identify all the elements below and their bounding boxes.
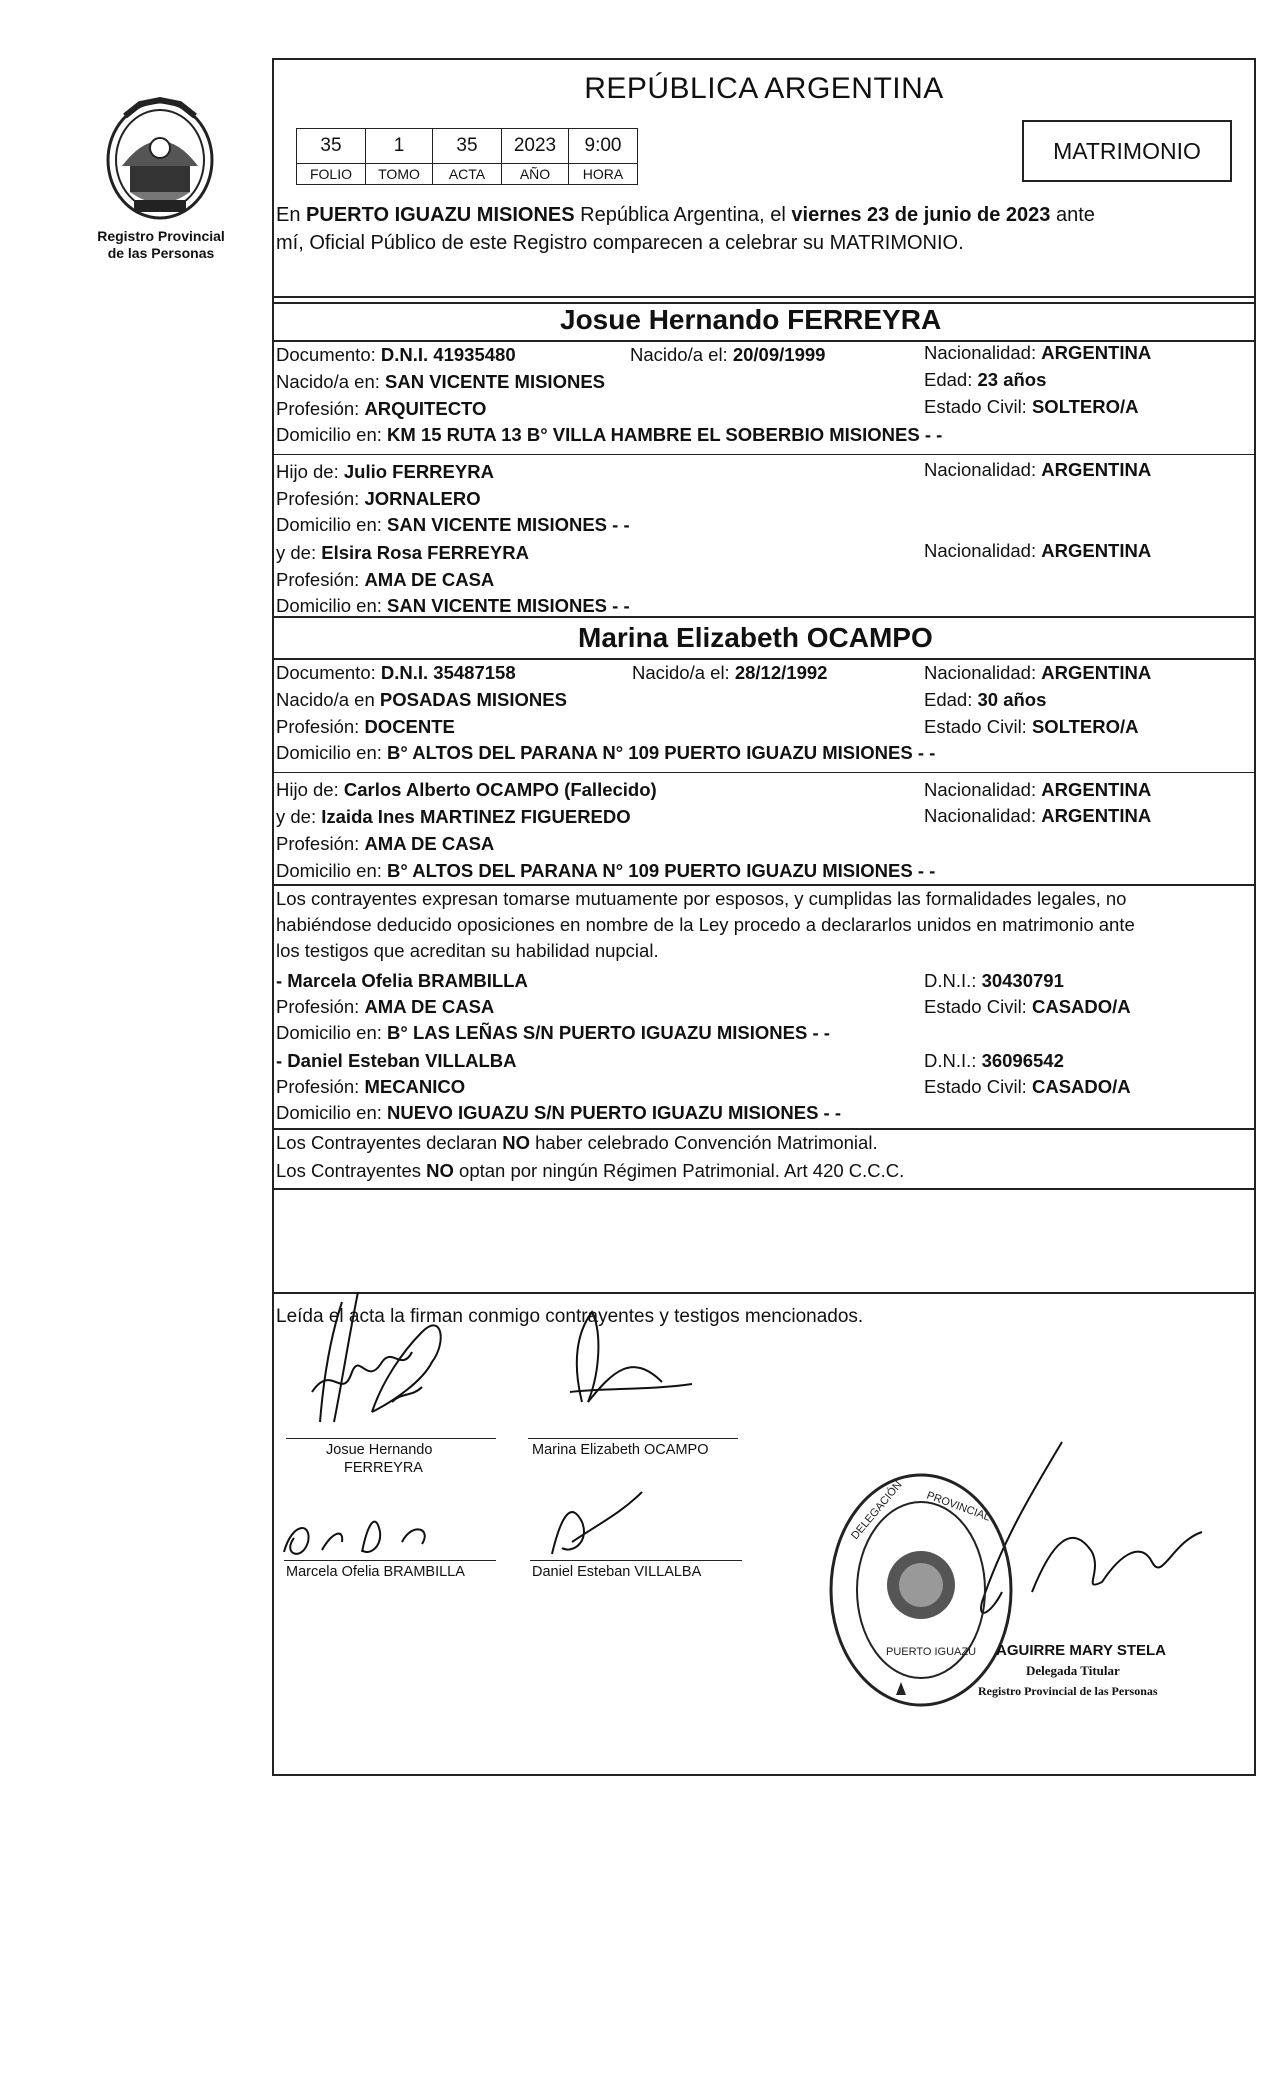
bride-parents-address: Domicilio en: B° ALTOS DEL PARANA N° 109 PUERTO IGUAZU MISIONES - - [276, 860, 936, 881]
witness1-civil-status: Estado Civil: CASADO/A [924, 996, 1131, 1017]
logo-caption-line2: de las Personas [107, 245, 215, 261]
groom-profession: Profesión: ARQUITECTO [276, 398, 487, 419]
groom-mother-profession: Profesión: AMA DE CASA [276, 569, 495, 590]
witness2-name: - Daniel Esteban VILLALBA [276, 1050, 517, 1071]
registry-logo [100, 96, 220, 226]
official-office: Registro Provincial de las Personas [978, 1684, 1158, 1698]
divider [272, 296, 1256, 298]
groom-document: Documento: D.N.I. 41935480 [276, 344, 516, 365]
signature-scribbles [272, 1292, 1256, 1776]
acta-label: ACTA [433, 164, 502, 185]
bride-document: Documento: D.N.I. 35487158 [276, 662, 516, 683]
declaration-line2: habiéndose deducido oposiciones en nombre de la Ley procedo a declararlos unidos en matrimonio ante [276, 914, 1135, 935]
bride-signature-line [528, 1438, 738, 1439]
groom-age: Edad: 23 años [924, 369, 1047, 390]
tomo-value: 1 [366, 129, 433, 164]
reference-table [296, 128, 638, 185]
witness2-dni: D.N.I.: 36096542 [924, 1050, 1064, 1071]
groom-father-address: Domicilio en: SAN VICENTE MISIONES - - [276, 514, 630, 535]
groom-mother-nationality: Nacionalidad: ARGENTINA [924, 540, 1152, 561]
divider [272, 454, 1256, 455]
bride-mother-nationality: Nacionalidad: ARGENTINA [924, 805, 1152, 826]
regime-line1: Los Contrayentes declaran NO haber celebrado Convención Matrimonial. [276, 1132, 878, 1153]
folio-value: 35 [297, 129, 366, 164]
witness1-profession: Profesión: AMA DE CASA [276, 996, 495, 1017]
svg-text:PROVINCIAL: PROVINCIAL [924, 1489, 992, 1524]
divider [272, 772, 1256, 773]
country-title: REPÚBLICA ARGENTINA [584, 72, 944, 105]
groom-civil-status: Estado Civil: SOLTERO/A [924, 396, 1139, 417]
logo-caption-line1: Registro Provincial [97, 228, 225, 244]
divider [272, 884, 1256, 886]
groom-address: Domicilio en: KM 15 RUTA 13 B° VILLA HAMBRE EL SOBERBIO MISIONES - - [276, 424, 943, 445]
hour-value: 9:00 [569, 129, 638, 164]
bride-birthdate: Nacido/a el: 28/12/1992 [632, 662, 828, 683]
bride-nationality: Nacionalidad: ARGENTINA [924, 662, 1152, 683]
groom-father-profession: Profesión: JORNALERO [276, 488, 481, 509]
divider [272, 616, 1256, 618]
groom-birthplace: Nacido/a en: SAN VICENTE MISIONES [276, 371, 605, 392]
year-label: AÑO [502, 164, 569, 185]
groom-father-nationality: Nacionalidad: ARGENTINA [924, 459, 1152, 480]
divider [272, 658, 1256, 660]
groom-mother: y de: Elsira Rosa FERREYRA [276, 542, 529, 563]
bride-father-nationality: Nacionalidad: ARGENTINA [924, 779, 1152, 800]
groom-mother-address: Domicilio en: SAN VICENTE MISIONES - - [276, 595, 630, 616]
bride-address: Domicilio en: B° ALTOS DEL PARANA N° 109 PUERTO IGUAZU MISIONES - - [276, 742, 936, 763]
intro-line1: En PUERTO IGUAZU MISIONES República Argentina, el viernes 23 de junio de 2023 ante [276, 204, 1095, 226]
witness1-address: Domicilio en: B° LAS LEÑAS S/N PUERTO IGUAZU MISIONES - - [276, 1022, 830, 1043]
witness2-civil-status: Estado Civil: CASADO/A [924, 1076, 1131, 1097]
acta-value: 35 [433, 129, 502, 164]
bride-mother: y de: Izaida Ines MARTINEZ FIGUEREDO [276, 806, 631, 827]
bride-age: Edad: 30 años [924, 689, 1047, 710]
act-type-box: MATRIMONIO [1022, 120, 1232, 182]
declaration-line1: Los contrayentes expresan tomarse mutuamente por esposos, y cumplidas las formalidades legales, no [276, 888, 1127, 909]
witness2-signature-line [530, 1560, 742, 1561]
bride-parents-profession: Profesión: AMA DE CASA [276, 833, 495, 854]
bride-father: Hijo de: Carlos Alberto OCAMPO (Fallecido) [276, 779, 657, 800]
folio-label: FOLIO [297, 164, 366, 185]
year-value: 2023 [502, 129, 569, 164]
provincial-seal-icon [100, 96, 220, 226]
bride-birthplace: Nacido/a en POSADAS MISIONES [276, 689, 567, 710]
witness1-signature-line [284, 1560, 496, 1561]
groom-nationality: Nacionalidad: ARGENTINA [924, 342, 1152, 363]
tomo-label: TOMO [366, 164, 433, 185]
svg-text:PUERTO IGUAZU: PUERTO IGUAZU [886, 1646, 977, 1658]
official-seal-icon [826, 1470, 1016, 1710]
divider [272, 1128, 1256, 1130]
groom-signature-caption1: Josue Hernando [326, 1442, 433, 1458]
official-title: Delegada Titular [1026, 1663, 1120, 1678]
witness2-address: Domicilio en: NUEVO IGUAZU S/N PUERTO IGUAZU MISIONES - - [276, 1102, 842, 1123]
hour-label: HORA [569, 164, 638, 185]
bride-civil-status: Estado Civil: SOLTERO/A [924, 716, 1139, 737]
bride-name: Marina Elizabeth OCAMPO [578, 622, 933, 653]
official-name: AGUIRRE MARY STELA [996, 1642, 1167, 1659]
groom-signature-line [286, 1438, 496, 1439]
witness1-signature-caption: Marcela Ofelia BRAMBILLA [286, 1564, 465, 1580]
svg-text:DELEGACIÓN: DELEGACIÓN [849, 1478, 905, 1542]
declaration-line3: los testigos que acreditan su habilidad nupcial. [276, 940, 659, 961]
divider [272, 1188, 1256, 1190]
closing-statement: Leída el acta la firman conmigo contrayentes y testigos mencionados. [276, 1306, 864, 1327]
witness2-profession: Profesión: MECANICO [276, 1076, 466, 1097]
bride-profession: Profesión: DOCENTE [276, 716, 455, 737]
regime-line2: Los Contrayentes NO optan por ningún Régimen Patrimonial. Art 420 C.C.C. [276, 1160, 905, 1181]
witness2-signature-caption: Daniel Esteban VILLALBA [532, 1564, 702, 1580]
witness1-name: - Marcela Ofelia BRAMBILLA [276, 970, 528, 991]
witness1-dni: D.N.I.: 30430791 [924, 970, 1064, 991]
groom-signature-caption2: FERREYRA [344, 1460, 423, 1476]
groom-name: Josue Hernando FERREYRA [560, 304, 942, 335]
intro-line2: mí, Oficial Público de este Registro comparecen a celebrar su MATRIMONIO. [276, 232, 964, 254]
bride-signature-caption: Marina Elizabeth OCAMPO [532, 1442, 709, 1458]
groom-father: Hijo de: Julio FERREYRA [276, 461, 494, 482]
groom-birthdate: Nacido/a el: 20/09/1999 [630, 344, 826, 365]
